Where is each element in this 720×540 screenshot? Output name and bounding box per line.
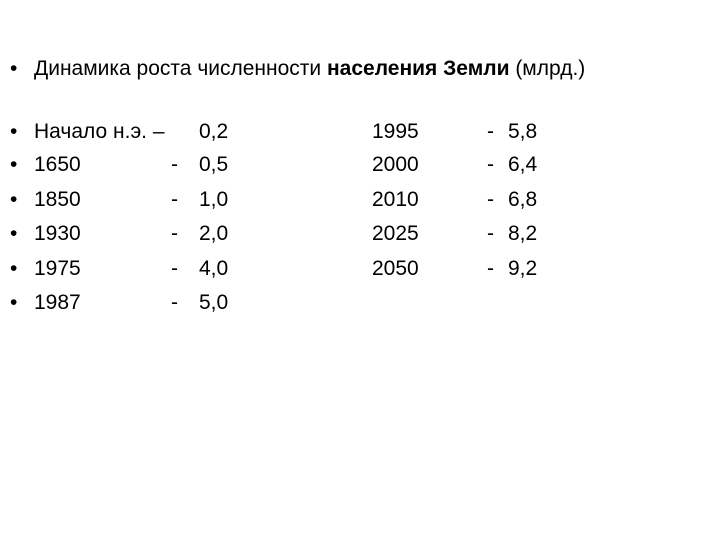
- right-row-value: 6,4: [508, 153, 538, 176]
- list-bullet: •: [10, 257, 18, 280]
- title-part-2: населения Земли: [326, 57, 510, 80]
- left-row-dash: -: [171, 291, 178, 314]
- list-bullet: •: [10, 291, 18, 314]
- right-row-year: 2000: [372, 153, 419, 176]
- left-row-label: Начало н.э. –: [34, 120, 165, 143]
- left-row-label: 1850: [34, 188, 81, 211]
- left-row-value: 0,2: [199, 120, 229, 143]
- left-row-value: 5,0: [199, 291, 229, 314]
- left-row-value: 2,0: [199, 222, 229, 245]
- right-row-value: 6,8: [508, 188, 538, 211]
- slide-title: [34, 57, 585, 81]
- title-part-1: Динамика роста численности: [34, 57, 327, 80]
- left-row-dash: -: [171, 257, 178, 280]
- right-row-dash: -: [487, 153, 494, 176]
- right-row-value: 8,2: [508, 222, 538, 245]
- left-row-label: 1987: [34, 291, 81, 314]
- right-row-dash: -: [487, 257, 494, 280]
- left-row-dash: -: [171, 222, 178, 245]
- right-row-dash: -: [487, 188, 494, 211]
- title-part-3: (млрд.): [509, 57, 586, 80]
- left-row-dash: -: [171, 153, 178, 176]
- right-row-dash: -: [487, 120, 494, 143]
- left-row-value: 4,0: [199, 257, 229, 280]
- left-row-label: 1975: [34, 257, 81, 280]
- title-bullet: •: [10, 57, 18, 80]
- list-bullet: •: [10, 153, 18, 176]
- left-row-label: 1930: [34, 222, 81, 245]
- right-row-year: 2050: [372, 257, 419, 280]
- right-row-value: 5,8: [508, 120, 538, 143]
- right-row-year: 1995: [372, 120, 419, 143]
- list-bullet: •: [10, 120, 18, 143]
- left-row-value: 1,0: [199, 188, 229, 211]
- left-row-label: 1650: [34, 153, 81, 176]
- list-bullet: •: [10, 188, 18, 211]
- left-row-dash: -: [171, 188, 178, 211]
- list-bullet: •: [10, 222, 18, 245]
- right-row-year: 2025: [372, 222, 419, 245]
- left-row-value: 0,5: [199, 153, 229, 176]
- right-row-dash: -: [487, 222, 494, 245]
- right-row-year: 2010: [372, 188, 419, 211]
- right-row-value: 9,2: [508, 257, 538, 280]
